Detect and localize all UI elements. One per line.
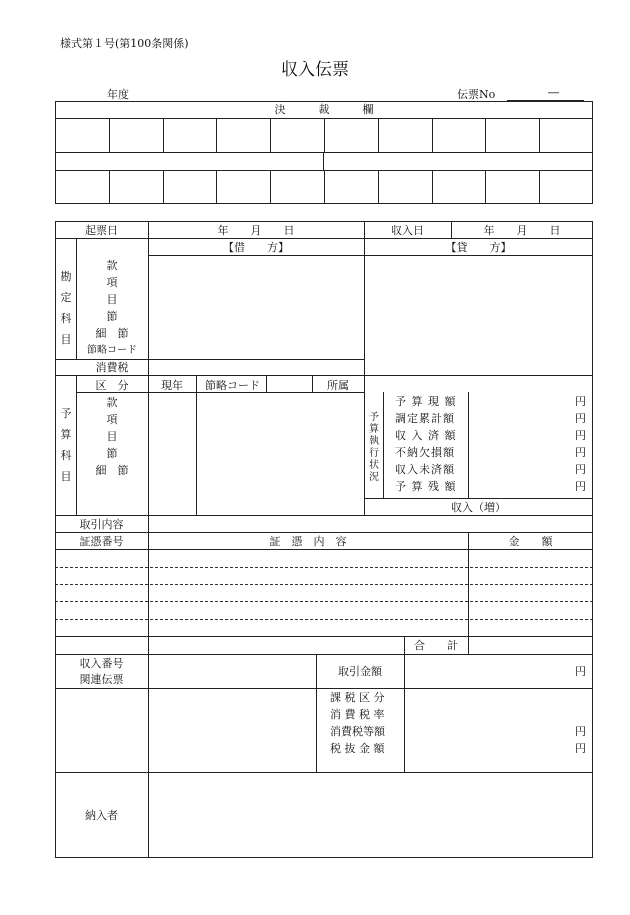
- year-label: 年度: [107, 88, 129, 101]
- abbr-code-label: 節略コード: [205, 379, 260, 392]
- consumption-tax-label: 消費税: [95, 361, 129, 374]
- budget-status-label: 調定累計額: [395, 412, 455, 425]
- budget-item-kou: 項: [106, 413, 118, 426]
- budget-exec-1: 予: [369, 412, 379, 423]
- related-slip-label: 関連伝票: [79, 673, 124, 686]
- voucher-content-label: 証 憑 内 容: [269, 535, 347, 548]
- payer-field[interactable]: [149, 773, 592, 857]
- budget-item-saisetsu: 細 節: [95, 464, 129, 477]
- approval-stamp-cell[interactable]: [433, 119, 485, 152]
- approval-stamp-cell[interactable]: [379, 171, 432, 204]
- approval-stamp-cell[interactable]: [271, 119, 324, 152]
- budget-status-unit: 円: [575, 463, 586, 476]
- approval-stamp-cell[interactable]: [110, 119, 163, 152]
- slip-no-label: 伝票No: [457, 88, 496, 101]
- draft-date-label: 起票日: [85, 224, 118, 237]
- account-item-setsu: 節: [106, 310, 118, 323]
- account-subject-label-1: 勘: [60, 270, 72, 283]
- approval-stamp-cell[interactable]: [56, 171, 109, 204]
- account-item-saisetsu: 細 節: [95, 327, 129, 340]
- budget-item-kan: 款: [106, 396, 118, 409]
- receipt-date-value[interactable]: 年 月 日: [483, 224, 561, 237]
- budget-item-setsu: 節: [106, 447, 118, 460]
- budget-exec-3: 執: [369, 436, 379, 447]
- approval-stamp-cell[interactable]: [271, 171, 324, 204]
- debit-label: 【借 方】: [223, 241, 289, 254]
- slip-no-value[interactable]: ―: [548, 86, 559, 99]
- approval-stamp-cell[interactable]: [433, 171, 485, 204]
- approval-stamp-cell[interactable]: [486, 119, 539, 152]
- budget-status-unit: 円: [575, 412, 586, 425]
- voucher-no-label: 証憑番号: [79, 535, 124, 548]
- payer-label: 納入者: [85, 809, 118, 822]
- tax-line-4: 税 抜 金 額: [330, 742, 385, 755]
- budget-status-unit: 円: [575, 429, 586, 442]
- budget-exec-5: 状: [369, 460, 379, 471]
- form-label: 様式第１号(第100条関係): [60, 37, 189, 50]
- account-item-kan: 款: [106, 259, 118, 272]
- account-item-code: 節略コード: [87, 345, 137, 356]
- approval-stamp-cell[interactable]: [379, 119, 432, 152]
- account-item-kou: 項: [106, 276, 118, 289]
- approval-stamp-cell[interactable]: [486, 171, 539, 204]
- approval-stamp-cell[interactable]: [540, 171, 593, 204]
- approval-stamp-cell[interactable]: [540, 119, 593, 152]
- receipt-no-label: 収入番号: [79, 657, 124, 670]
- amount-label: 金 額: [508, 535, 553, 548]
- budget-exec-2: 算: [369, 424, 379, 435]
- page-title: 収入伝票: [281, 60, 349, 80]
- tax-line-3: 消費税等額: [330, 725, 385, 738]
- tax-unit-3: 円: [575, 725, 586, 738]
- income-increase-label: 収入（増）: [451, 501, 506, 514]
- budget-exec-4: 行: [369, 448, 379, 459]
- receipt-date-label: 収入日: [391, 224, 424, 237]
- account-subject-label-2: 定: [60, 291, 72, 304]
- credit-label: 【貸 方】: [445, 241, 512, 254]
- budget-status-unit: 円: [575, 395, 586, 408]
- budget-subject-label-3: 科: [60, 449, 72, 462]
- category-label: 区 分: [95, 379, 129, 392]
- tax-line-2: 消 費 税 率: [330, 708, 385, 721]
- approval-heading: 決 裁 欄: [274, 103, 374, 116]
- account-item-moku: 目: [106, 293, 118, 306]
- transaction-amount-unit: 円: [575, 665, 586, 678]
- budget-item-moku: 目: [106, 430, 118, 443]
- budget-status-label: 不納欠損額: [395, 446, 455, 459]
- budget-status-label: 収入未済額: [395, 463, 455, 476]
- budget-subject-label-2: 算: [60, 428, 72, 441]
- budget-subject-label-1: 予: [60, 407, 72, 420]
- budget-status-unit: 円: [575, 480, 586, 493]
- transaction-content-label: 取引内容: [79, 518, 124, 531]
- transaction-amount-label: 取引金額: [338, 665, 382, 678]
- account-subject-label-4: 目: [60, 333, 72, 346]
- tax-unit-4: 円: [575, 742, 586, 755]
- account-subject-label-3: 科: [60, 312, 72, 325]
- approval-stamp-cell[interactable]: [217, 119, 270, 152]
- draft-date-value[interactable]: 年 月 日: [217, 224, 295, 237]
- department-label: 所属: [327, 379, 349, 392]
- total-label: 合 計: [414, 639, 458, 652]
- approval-stamp-cell[interactable]: [325, 171, 378, 204]
- budget-status-unit: 円: [575, 446, 586, 459]
- approval-stamp-cell[interactable]: [164, 171, 216, 204]
- budget-status-label: 収 入 済 額: [395, 429, 457, 442]
- budget-status-label: 予 算 現 額: [395, 395, 457, 408]
- tax-line-1: 課 税 区 分: [330, 691, 385, 704]
- budget-exec-6: 況: [369, 472, 379, 483]
- budget-subject-label-4: 目: [60, 470, 72, 483]
- approval-stamp-cell[interactable]: [110, 171, 163, 204]
- approval-stamp-cell[interactable]: [56, 119, 109, 152]
- current-year-label: 現年: [161, 379, 183, 392]
- approval-stamp-cell[interactable]: [164, 119, 216, 152]
- approval-stamp-cell[interactable]: [217, 171, 270, 204]
- approval-stamp-cell[interactable]: [325, 119, 378, 152]
- budget-status-label: 予 算 残 額: [395, 480, 457, 493]
